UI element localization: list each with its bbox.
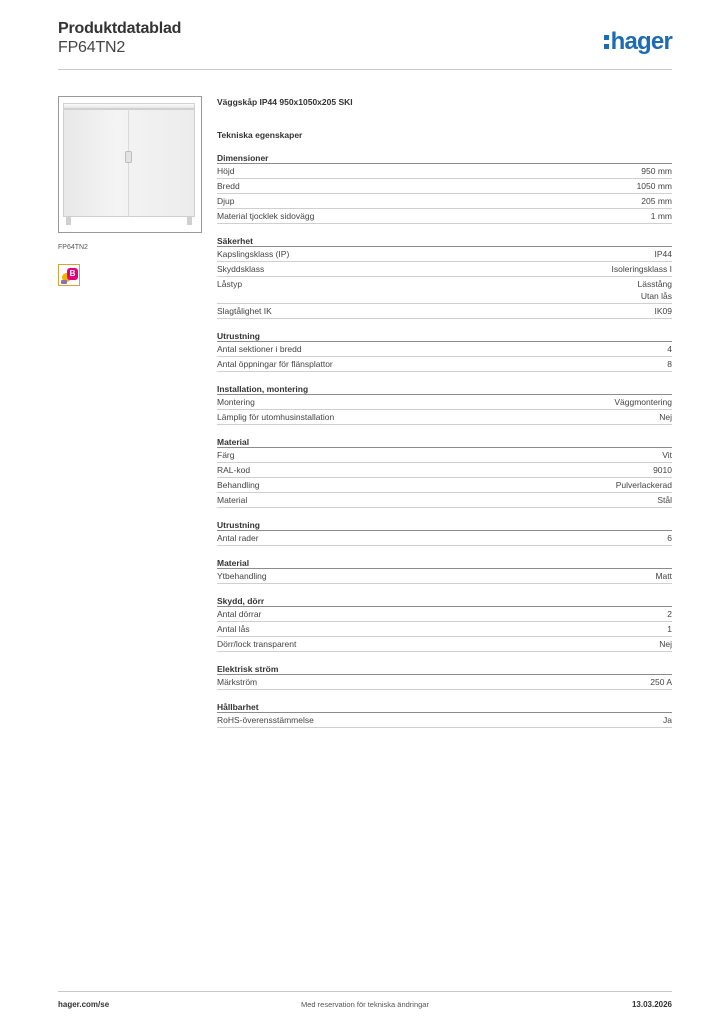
spec-value [612, 263, 672, 275]
section-title: Skydd, dörr [217, 596, 672, 607]
cabinet-illustration [63, 103, 195, 227]
spec-label: Färg [217, 450, 235, 460]
spec-row [217, 342, 672, 357]
spec-value-line: Nej [659, 639, 672, 649]
spec-row [217, 357, 672, 372]
spec-value-line: Utan lås [640, 291, 672, 301]
image-caption: FP64TN2 [58, 244, 88, 251]
spec-value [641, 165, 672, 177]
spec-row [217, 262, 672, 277]
spec-value-line: Stål [657, 495, 672, 505]
section-title: Hållbarhet [217, 702, 672, 713]
spec-row [217, 478, 672, 493]
section-title: Material [217, 437, 672, 448]
spec-row [217, 277, 672, 304]
spec-value [662, 449, 672, 461]
spec-label: Ytbehandling [217, 571, 267, 581]
spec-row [217, 194, 672, 209]
spec-row [217, 209, 672, 224]
spec-value-line: Nej [659, 412, 672, 422]
spec-section [217, 702, 672, 728]
spec-value-line: 9010 [653, 465, 672, 475]
spec-section [217, 236, 672, 319]
spec-row [217, 493, 672, 508]
spec-value-line: 1050 mm [636, 181, 672, 191]
spec-section [217, 153, 672, 224]
spec-row [217, 531, 672, 546]
spec-row [217, 637, 672, 652]
spec-row [217, 304, 672, 319]
spec-value [667, 358, 672, 370]
spec-row [217, 164, 672, 179]
spec-value [667, 532, 672, 544]
spec-label: RAL-kod [217, 465, 251, 475]
spec-value [655, 248, 673, 260]
footer-disclaimer: Med reservation för tekniska ändringar [301, 1000, 429, 1009]
spec-label: Antal öppningar för flänsplattor [217, 359, 333, 369]
spec-value [651, 210, 672, 222]
hager-logo [604, 28, 672, 56]
spec-row [217, 179, 672, 194]
spec-label: Antal rader [217, 533, 259, 543]
spec-row [217, 569, 672, 584]
spec-label: Märkström [217, 677, 258, 687]
page-header [58, 20, 672, 70]
spec-value [659, 411, 672, 423]
spec-row [217, 463, 672, 478]
spec-label: RoHS-överensstämmelse [217, 715, 314, 725]
spec-value-line: Isoleringsklass I [611, 264, 672, 274]
spec-value [614, 396, 672, 408]
spec-content [217, 96, 672, 728]
product-code: FP64TN2 [58, 39, 126, 56]
spec-value-line: IP44 [654, 249, 672, 259]
spec-value-line: 1 [667, 624, 672, 634]
spec-label: Antal dörrar [217, 609, 262, 619]
footer-date: 13.03.2026 [631, 1000, 672, 1009]
spec-label: Skyddsklass [217, 264, 265, 274]
spec-value-line: 1 mm [650, 211, 672, 221]
spec-value [637, 180, 672, 192]
spec-row [217, 713, 672, 728]
spec-section [217, 520, 672, 546]
logo-dots-icon [604, 33, 609, 51]
spec-label: Antal sektioner i bredd [217, 344, 302, 354]
spec-label: Kapslingsklass (IP) [217, 249, 290, 259]
section-title: Utrustning [217, 520, 672, 531]
section-title: Material [217, 558, 672, 569]
spec-value [650, 676, 672, 688]
spec-section [217, 331, 672, 372]
spec-label: Lämplig för utomhusinstallation [217, 412, 335, 422]
section-title: Utrustning [217, 331, 672, 342]
page-footer [58, 991, 672, 1013]
spec-value-line: 205 mm [641, 196, 672, 206]
spec-section [217, 596, 672, 652]
spec-row [217, 410, 672, 425]
spec-row [217, 448, 672, 463]
spec-label: Material [217, 495, 248, 505]
spec-value [659, 638, 672, 650]
footer-website: hager.com/se [58, 1000, 110, 1009]
document-title: Produktdatablad [58, 20, 182, 37]
spec-value [663, 714, 672, 726]
spec-label: Slagtålighet IK [217, 306, 272, 316]
spec-value-line: Pulverlackerad [615, 480, 672, 490]
spec-label: Behandling [217, 480, 260, 490]
spec-label: Montering [217, 397, 255, 407]
spec-value-line: 8 [667, 359, 672, 369]
logo-text: hager [610, 28, 672, 55]
spec-value-line: Väggmontering [614, 397, 672, 407]
spec-sections [217, 153, 672, 728]
spec-value [655, 305, 673, 317]
spec-label: Låstyp [217, 279, 243, 289]
spec-section [217, 384, 672, 425]
spec-value [657, 494, 672, 506]
spec-value-line: Vit [662, 450, 672, 460]
spec-row [217, 675, 672, 690]
spec-row [217, 247, 672, 262]
spec-value-line: 6 [667, 533, 672, 543]
spec-value [655, 570, 672, 582]
spec-value-line: Ja [663, 715, 672, 725]
spec-section [217, 558, 672, 584]
section-title: Installation, montering [217, 384, 672, 395]
spec-value-line: 250 A [650, 677, 672, 687]
product-image [58, 96, 202, 233]
section-title: Säkerhet [217, 236, 672, 247]
spec-value-line: Matt [655, 571, 672, 581]
spec-label: Höjd [217, 166, 235, 176]
spec-value-line: 950 mm [641, 166, 672, 176]
spec-label: Bredd [217, 181, 240, 191]
section-title: Dimensioner [217, 153, 672, 164]
properties-heading: Tekniska egenskaper [217, 130, 303, 140]
spec-value [616, 479, 672, 491]
spec-value [667, 343, 672, 355]
spec-value [638, 278, 673, 302]
spec-section [217, 437, 672, 508]
spec-label: Djup [217, 196, 235, 206]
spec-row [217, 395, 672, 410]
spec-value [667, 608, 672, 620]
spec-label: Dörr/lock transparent [217, 639, 297, 649]
spec-value-line: 2 [667, 609, 672, 619]
spec-value [667, 623, 672, 635]
spec-value [641, 195, 672, 207]
spec-value-line: 4 [667, 344, 672, 354]
spec-row [217, 607, 672, 622]
spec-row [217, 622, 672, 637]
spec-section [217, 664, 672, 690]
spec-value-line: Lässtång [637, 279, 672, 289]
environment-badge-icon: B [58, 264, 80, 286]
spec-value-line: IK09 [654, 306, 672, 316]
spec-label: Antal lås [217, 624, 250, 634]
spec-value [653, 464, 672, 476]
section-title: Elektrisk ström [217, 664, 672, 675]
spec-label: Material tjocklek sidovägg [217, 211, 315, 221]
product-description: Väggskåp IP44 950x1050x205 SKI [217, 97, 353, 107]
